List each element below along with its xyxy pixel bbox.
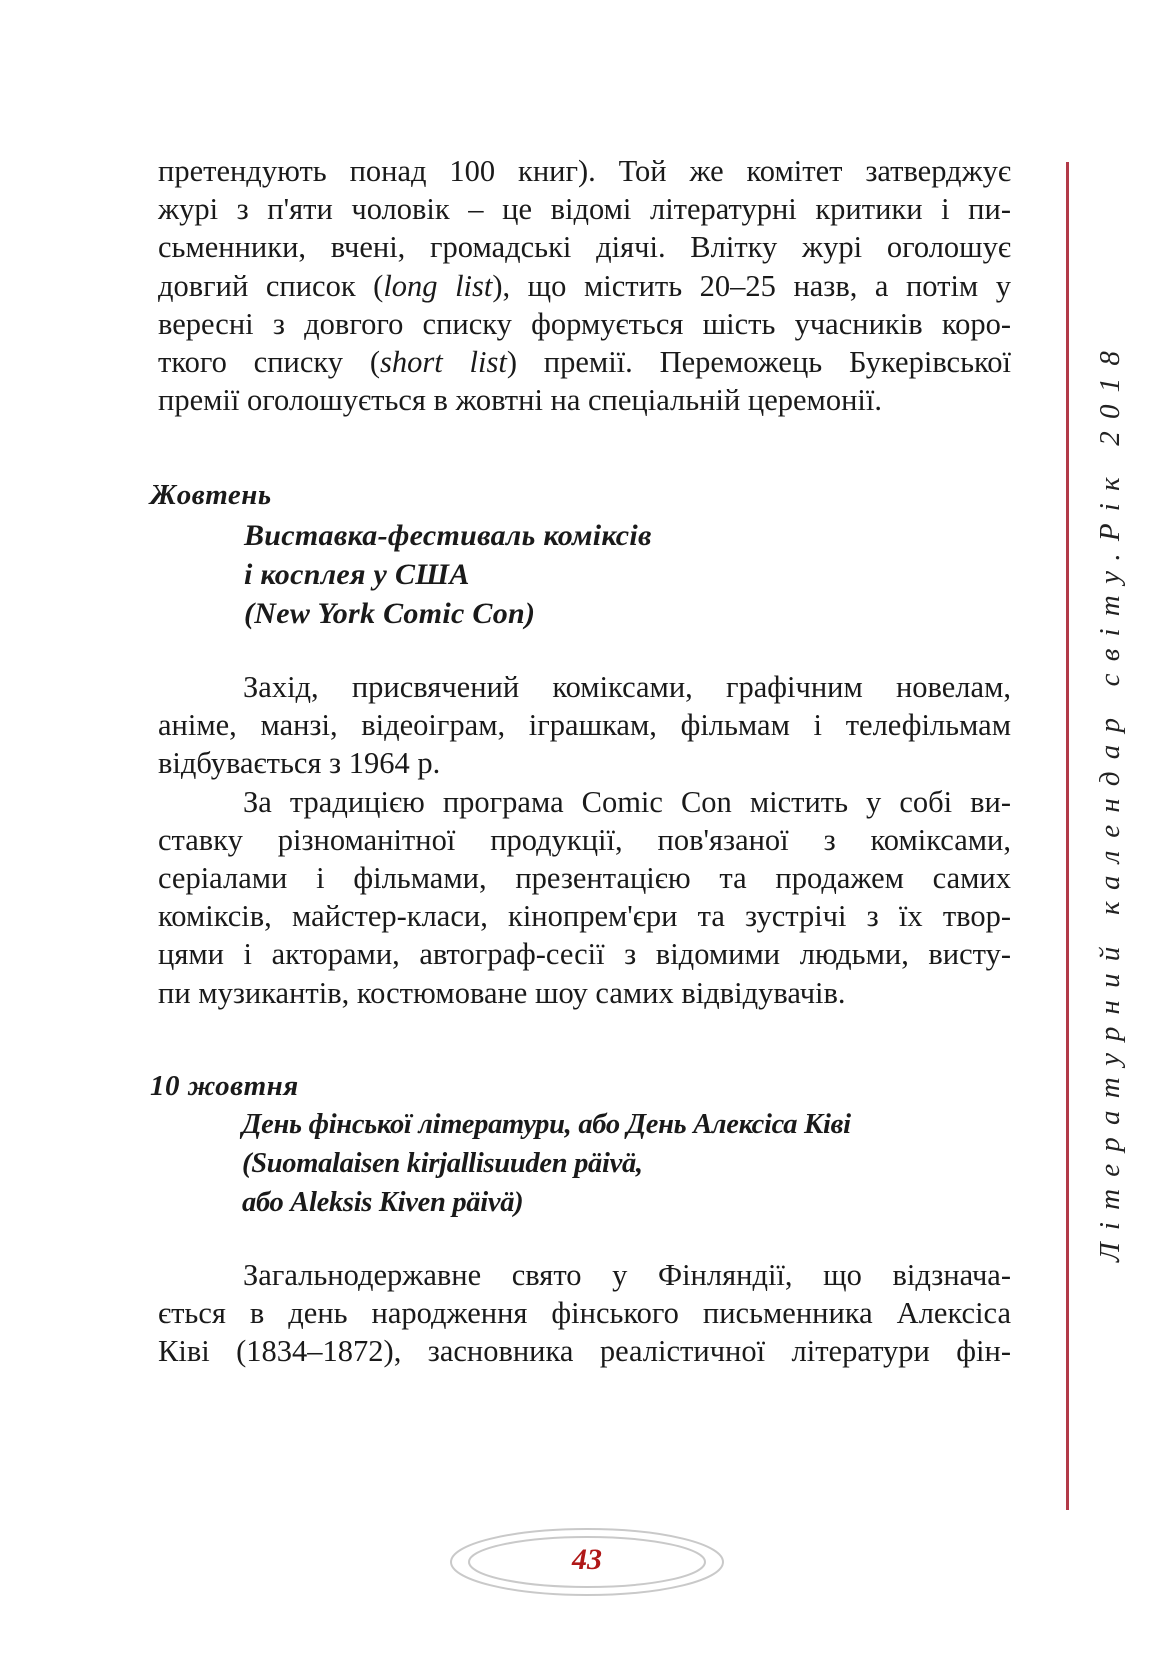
title-line: (Suomalaisen kirjallisuuden päivä, (242, 1148, 643, 1179)
text-line: аніме, манзі, відеоіграм, іграшкам, фільмам і телефільмам (158, 708, 1011, 743)
title-line: і косплея у США (244, 558, 470, 591)
text-line: коміксів, майстер-класи, кінопрем'єри та зустрічі з їх твор- (158, 899, 1011, 934)
text-line: ткого списку (short list) премії. Переможець Букерівської (158, 345, 1011, 380)
text-line: премії оголошується в жовтні на спеціальній церемонії. (158, 383, 882, 418)
title-line: (New York Comic Con) (244, 597, 536, 630)
side-rule (1066, 162, 1069, 1510)
text-line: претендують понад 100 книг). Той же комітет затверджує (158, 154, 1011, 188)
text-line: довгий список (long list), що містить 20–25 назв, а потім у (158, 268, 1012, 303)
page-number: 43 (572, 1543, 602, 1576)
section-body (158, 1256, 1011, 1371)
title-line: День фінської літератури, або День Алексіса Ківі (242, 1109, 851, 1140)
text-line: ставку різноманітної продукції, пов'язаної з коміксами, (158, 822, 1011, 857)
text-line: пи музикантів, костюмоване шоу самих відвідувачів. (158, 975, 846, 1010)
text-line: журі з п'яти чоловік – це відомі літературні критики і пи- (158, 192, 1011, 227)
text-line: сьменники, вчені, громадські діячі. Влітку журі оголошує (158, 230, 1011, 265)
italic-term-short-list: short list (380, 345, 507, 380)
text-line: Ківі (1834–1872), засновника реалістичної літератури фін- (158, 1334, 1011, 1369)
section-date: 10 жовтня (150, 1070, 299, 1102)
running-header: Літературний календар світу.Рік 2018 (1094, 338, 1126, 1262)
text-line: Захід, присвячений коміксами, графічним новелам, (243, 670, 1011, 704)
text-line: серіалами і фільмами, презентацією та продажем самих (158, 861, 1011, 896)
italic-term-long-list: long list (383, 268, 493, 303)
text-line: За традицією програма Comic Con містить у собі ви- (243, 784, 1011, 819)
title-line: Виставка-фестиваль коміксів (244, 519, 652, 552)
title-line: або Aleksis Kiven päivä) (242, 1187, 524, 1218)
text-line: вересні з довгого списку формується шість учасників коро- (158, 306, 1011, 341)
text-line: Загальнодержавне свято у Фінляндії, що відзнача- (243, 1258, 1011, 1292)
section-title (244, 516, 652, 633)
section-body (158, 668, 1011, 1012)
text-line: цями і акторами, автограф-сесії з відомими людьми, висту- (158, 937, 1011, 972)
section-date: Жовтень (150, 479, 272, 511)
text-line: ється в день народження фінського письменника Алексіса (158, 1296, 1011, 1331)
page-number-badge (447, 1525, 727, 1600)
section-title (242, 1105, 851, 1222)
text-line: відбувається з 1964 р. (158, 746, 441, 781)
continuation-paragraph (158, 152, 1011, 419)
